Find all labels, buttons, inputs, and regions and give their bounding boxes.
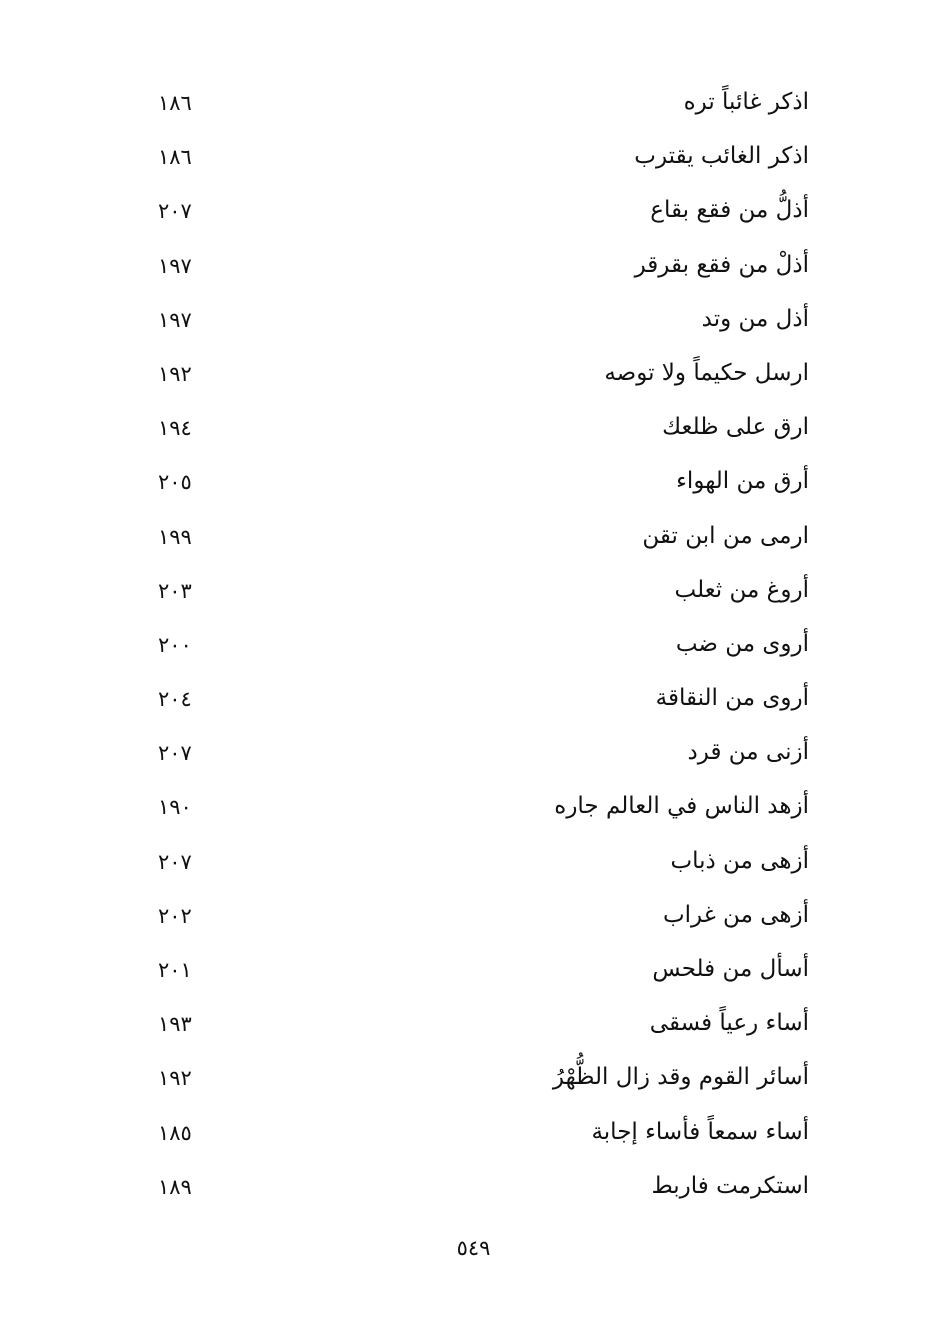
page-reference: ٢٠٥ <box>158 470 192 495</box>
index-entry <box>150 837 815 891</box>
page-reference: ١٩٢ <box>158 361 192 386</box>
page-reference: ٢٠٤ <box>158 687 192 712</box>
page-reference: ٢٠٢ <box>158 903 192 928</box>
proverb-text: أزنى من قرد <box>687 739 809 766</box>
proverb-text: ارمى من ابن تقن <box>642 522 809 549</box>
page-reference: ١٩٢ <box>158 1066 192 1091</box>
index-entry <box>150 566 815 620</box>
page-reference: ٢٠٠ <box>158 632 192 657</box>
page-reference: ١٩٧ <box>158 307 192 332</box>
page-reference: ٢٠٧ <box>158 741 192 766</box>
proverb-text: أروى من ضب <box>675 630 809 657</box>
proverb-text: أرق من الهواء <box>676 468 809 495</box>
proverb-text: أزهى من غراب <box>662 901 809 928</box>
index-entry <box>150 1108 815 1162</box>
proverb-text: ارق على ظلعك <box>662 414 809 441</box>
index-entry <box>150 457 815 511</box>
proverb-text: أروغ من ثعلب <box>674 576 809 603</box>
index-entry <box>150 999 815 1053</box>
proverb-text: اذكر الغائب يقترب <box>634 143 809 170</box>
page-reference: ٢٠٧ <box>158 199 192 224</box>
index-entry <box>150 620 815 674</box>
page-reference: ١٩٠ <box>158 795 192 820</box>
index-entry <box>150 782 815 836</box>
proverb-text: أساء رعياً فسقى <box>649 1010 809 1037</box>
proverb-text: أساء سمعاً فأساء إجابة <box>591 1118 809 1145</box>
proverb-text: ارسل حكيماً ولا توصه <box>604 359 809 386</box>
proverb-text: أذلْ من فقع بقرقر <box>634 251 809 278</box>
page-reference: ٢٠٣ <box>158 578 192 603</box>
index-entry <box>150 349 815 403</box>
index-entry <box>150 78 815 132</box>
page-reference: ١٩٧ <box>158 253 192 278</box>
proverb-text: أزهد الناس في العالم جاره <box>554 793 809 820</box>
index-entry <box>150 1162 815 1216</box>
page-reference: ١٩٩ <box>158 524 192 549</box>
page-reference: ١٩٤ <box>158 416 192 441</box>
index-entry <box>150 891 815 945</box>
index-entry <box>150 674 815 728</box>
index-entry <box>150 403 815 457</box>
index-entry <box>150 132 815 186</box>
proverb-text: أذلُّ من فقع بقاع <box>650 197 809 224</box>
page-reference: ١٨٦ <box>158 145 192 170</box>
proverb-text: أسائر القوم وقد زال الظُّهْرُ <box>552 1064 809 1091</box>
index-entry <box>150 1053 815 1107</box>
proverb-text: أزهى من ذباب <box>670 847 809 874</box>
page-number: ٥٤٩ <box>456 1236 491 1260</box>
index-entry <box>150 512 815 566</box>
index-entry <box>150 728 815 782</box>
proverb-text: أسأل من فلحس <box>652 956 809 982</box>
page-reference: ١٩٣ <box>158 1012 192 1037</box>
proverb-index-list <box>150 78 815 1216</box>
page-reference: ١٨٦ <box>158 91 192 115</box>
index-entry <box>150 295 815 349</box>
page-reference: ٢٠٧ <box>158 849 192 874</box>
proverb-text: استكرمت فاربط <box>651 1172 809 1199</box>
page-reference: ١٨٩ <box>158 1174 192 1199</box>
proverb-text: اذكر غائباً تره <box>683 89 809 115</box>
proverb-text: أذل من وتد <box>701 305 809 332</box>
page-reference: ٢٠١ <box>158 958 192 982</box>
index-entry <box>150 945 815 999</box>
proverb-text: أروى من النقاقة <box>655 685 809 712</box>
page-reference: ١٨٥ <box>158 1120 192 1145</box>
index-entry <box>150 186 815 240</box>
index-entry <box>150 241 815 295</box>
